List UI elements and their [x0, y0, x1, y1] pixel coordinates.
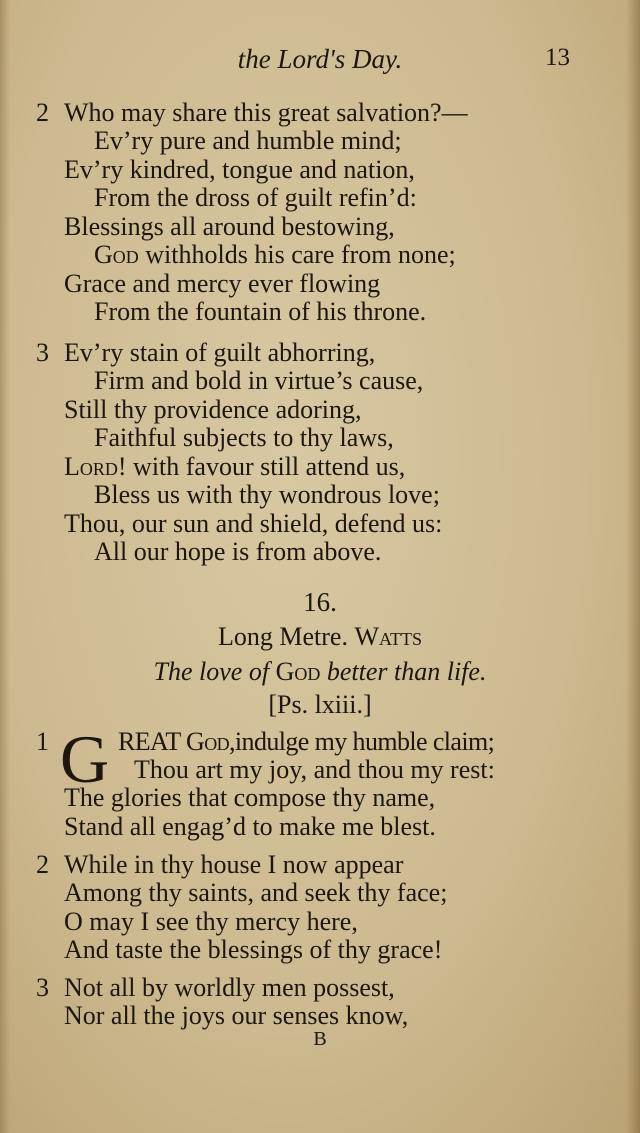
- page-number: 13: [545, 44, 570, 71]
- verse-line: Blessings all around bestowing,: [64, 212, 395, 241]
- verse-line: Stand all engag’d to make me blest.: [64, 812, 436, 841]
- verse-number: 2: [36, 850, 49, 879]
- signature-mark: B: [313, 1028, 327, 1050]
- verse-line: Ev’ry stain of guilt abhorring,: [64, 338, 376, 367]
- hymn-number: 16.: [303, 587, 337, 617]
- verse-line: Who may share this great salvation?—: [64, 98, 468, 127]
- verse-number: 2: [36, 98, 49, 127]
- verse-line: From the fountain of his throne.: [94, 297, 427, 326]
- verse-line: Among thy saints, and seek thy face;: [64, 878, 448, 907]
- page-edge-right: [626, 0, 640, 1133]
- verse-line: Not all by worldly men possest,: [64, 973, 395, 1002]
- verse-line: While in thy house I now appear: [64, 850, 404, 879]
- hymn-title: The love of God better than life.: [153, 657, 487, 686]
- verse-line: Lord! with favour still attend us,: [64, 452, 406, 481]
- verse-line: Nor all the joys our senses know,: [64, 1001, 409, 1030]
- page-edge-left: [0, 0, 10, 1133]
- small-caps-god: God: [94, 240, 139, 269]
- verse-line: Firm and bold in virtue’s cause,: [94, 366, 424, 395]
- verse-line: Ev’ry pure and humble mind;: [94, 126, 402, 155]
- verse-line: Ev’ry kindred, tongue and nation,: [64, 155, 415, 184]
- drop-cap: G: [60, 721, 110, 797]
- verse-line: All our hope is from above.: [94, 537, 382, 566]
- verse-line: And taste the blessings of thy grace!: [64, 935, 443, 964]
- scripture-reference: [Ps. lxiii.]: [268, 690, 372, 719]
- small-caps-lord: Lord: [64, 452, 118, 481]
- verse-line: O may I see thy mercy here,: [64, 907, 358, 936]
- verse-line: The glories that compose thy name,: [64, 783, 436, 812]
- verse-line: Grace and mercy ever flowing: [64, 269, 381, 298]
- verse-line: God withholds his care from none;: [94, 240, 456, 269]
- hymn-metre: Long Metre. Watts: [217, 622, 422, 651]
- verse-line: Faithful subjects to thy laws,: [94, 423, 394, 452]
- author-name: Watts: [354, 622, 422, 651]
- verse-line: Thou, our sun and shield, defend us:: [64, 509, 443, 538]
- verse-line: Thou art my joy, and thou my rest:: [134, 755, 495, 784]
- verse-number: 3: [36, 973, 49, 1002]
- verse-line: Bless us with thy wondrous love;: [94, 480, 440, 509]
- verse-number: 1: [36, 727, 49, 756]
- verse-line: From the dross of guilt refin’d:: [94, 183, 417, 212]
- verse-line: Still thy providence adoring,: [64, 395, 362, 424]
- running-title: the Lord's Day.: [237, 44, 403, 74]
- verse-number: 3: [36, 338, 49, 367]
- verse-line: REAT God,indulge my humble claim;: [118, 727, 495, 756]
